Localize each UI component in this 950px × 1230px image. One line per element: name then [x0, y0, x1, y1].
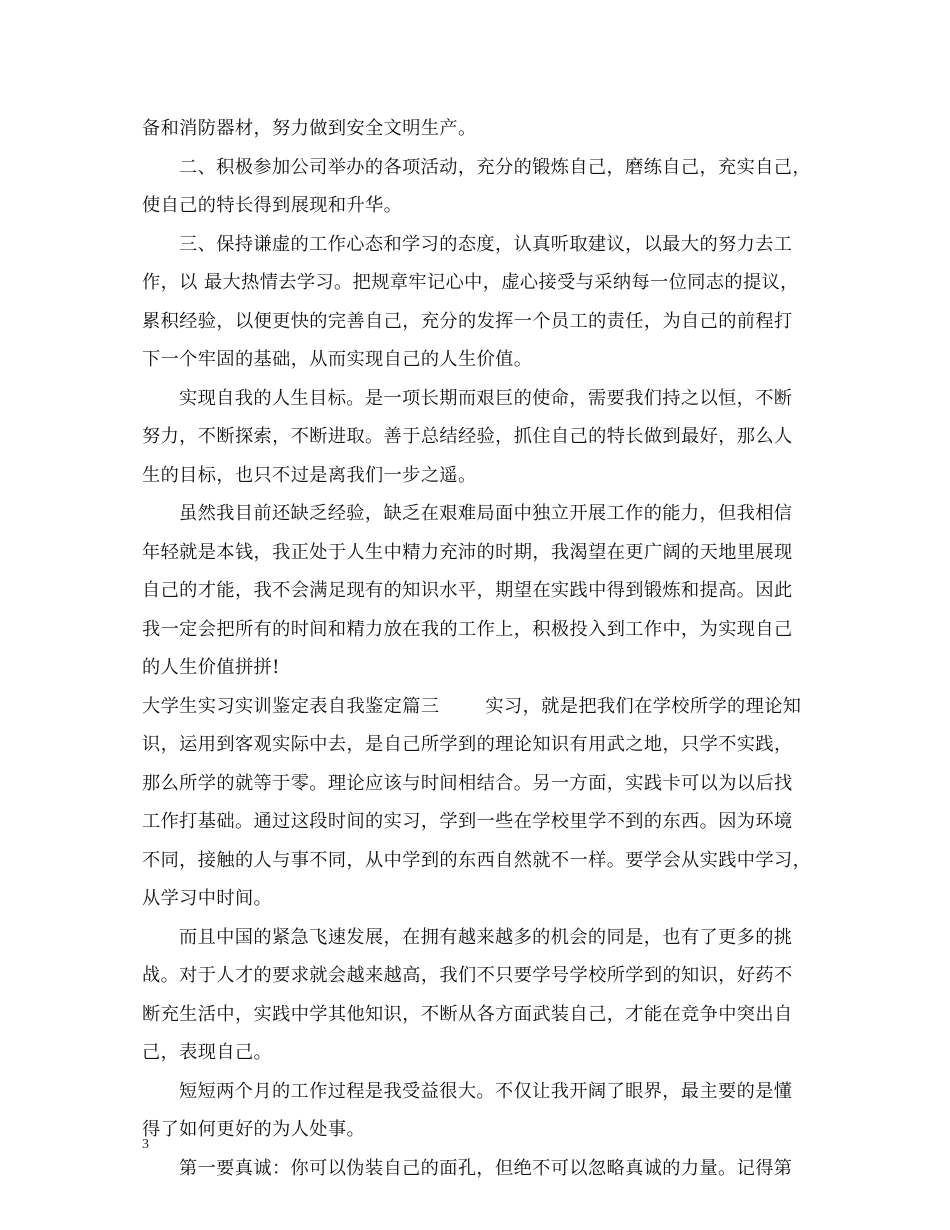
text-line: 实现自我的人生目标。是一项长期而艰巨的使命，需要我们持之以恒，不断	[179, 387, 793, 409]
text-line: 的人生价值拼拼!	[142, 657, 280, 678]
text-line: 年轻就是本钱，我正处于人生中精力充沛的时期，我渴望在更广阔的天地里展现	[142, 541, 793, 563]
text-line: 使自己的特长得到展现和升华。	[142, 195, 403, 216]
page-number: 3	[142, 1137, 149, 1152]
text-line: 虽然我目前还缺乏经验，缺乏在艰难局面中独立开展工作的能力，但我相信	[179, 503, 793, 524]
text-line: 三、保持谦虚的工作心态和学习的态度，认真听取建议，以最大的努力去工	[179, 233, 793, 255]
text-line: 短短两个月的工作过程是我受益很大。不仅让我开阔了眼界，最主要的是懂	[179, 1080, 793, 1102]
text-line: 我一定会把所有的时间和精力放在我的工作上，积极投入到工作中，为实现自己	[142, 618, 793, 640]
paragraph-block-after	[142, 726, 822, 1188]
text-line: 战。对于人才的要求就会越来越高，我们不只要学号学校所学到的知识，好药不	[142, 965, 793, 986]
text-line: 己，表现自己。	[142, 1042, 273, 1063]
text-line: 从学习中时间。	[142, 888, 273, 909]
text-line: 识，运用到客观实际中去，是自己所学到的理论知识有用武之地，只学不实践，	[142, 734, 793, 755]
text-line: 累积经验，以便更快的完善自己，充分的发挥一个员工的责任，为自己的前程打	[142, 310, 793, 332]
document-body	[142, 110, 822, 1188]
text-line: 第一要真诚：你可以伪装自己的面孔，但绝不可以忽略真诚的力量。记得第	[179, 1157, 793, 1179]
text-line: 工作打基础。通过这段时间的实习，学到一些在学校里学不到的东西。因为环境	[142, 811, 793, 832]
text-line: 作，以 最大热情去学习。把规章牢记心中，虚心接受与采纳每一位同志的提议，	[142, 272, 799, 293]
text-line: 备和消防器材，努力做到安全文明生产。	[142, 118, 477, 139]
text-line: 努力，不断探索，不断进取。善于总结经验，抓住自己的特长做到最好，那么人	[142, 426, 793, 447]
text-line: 那么所学的就等于零。理论应该与时间相结合。另一方面，实践卡可以为以后找	[142, 772, 793, 794]
text-line: 二、积极参加公司举办的各项活动，充分的锻炼自己，磨练自己，充实自己，	[179, 156, 811, 178]
text-line: 断充生活中，实践中学其他知识，不断从各方面武装自己，才能在竞争中突出自	[142, 1003, 793, 1025]
text-line: 而且中国的紧急飞速发展，在拥有越来越多的机会的同是，也有了更多的挑	[179, 926, 793, 948]
section-heading-continuation: 实习，就是把我们在学校所学的理论知	[485, 695, 802, 717]
paragraph-block-before	[142, 110, 822, 688]
text-line: 下一个牢固的基础，从而实现自己的人生价值。	[142, 349, 533, 370]
text-line: 生的目标，也只不过是离我们一步之遥。	[142, 464, 477, 486]
section-heading-line	[142, 688, 822, 727]
text-line: 得了如何更好的为人处事。	[142, 1119, 366, 1140]
text-line: 不同，接触的人与事不同，从中学到的东西自然就不一样。要学会从实践中学习，	[142, 849, 812, 871]
text-line: 自己的才能，我不会满足现有的知识水平，期望在实践中得到锻炼和提高。因此	[142, 580, 793, 601]
section-heading: 大学生实习实训鉴定表自我鉴定篇三	[142, 695, 440, 717]
